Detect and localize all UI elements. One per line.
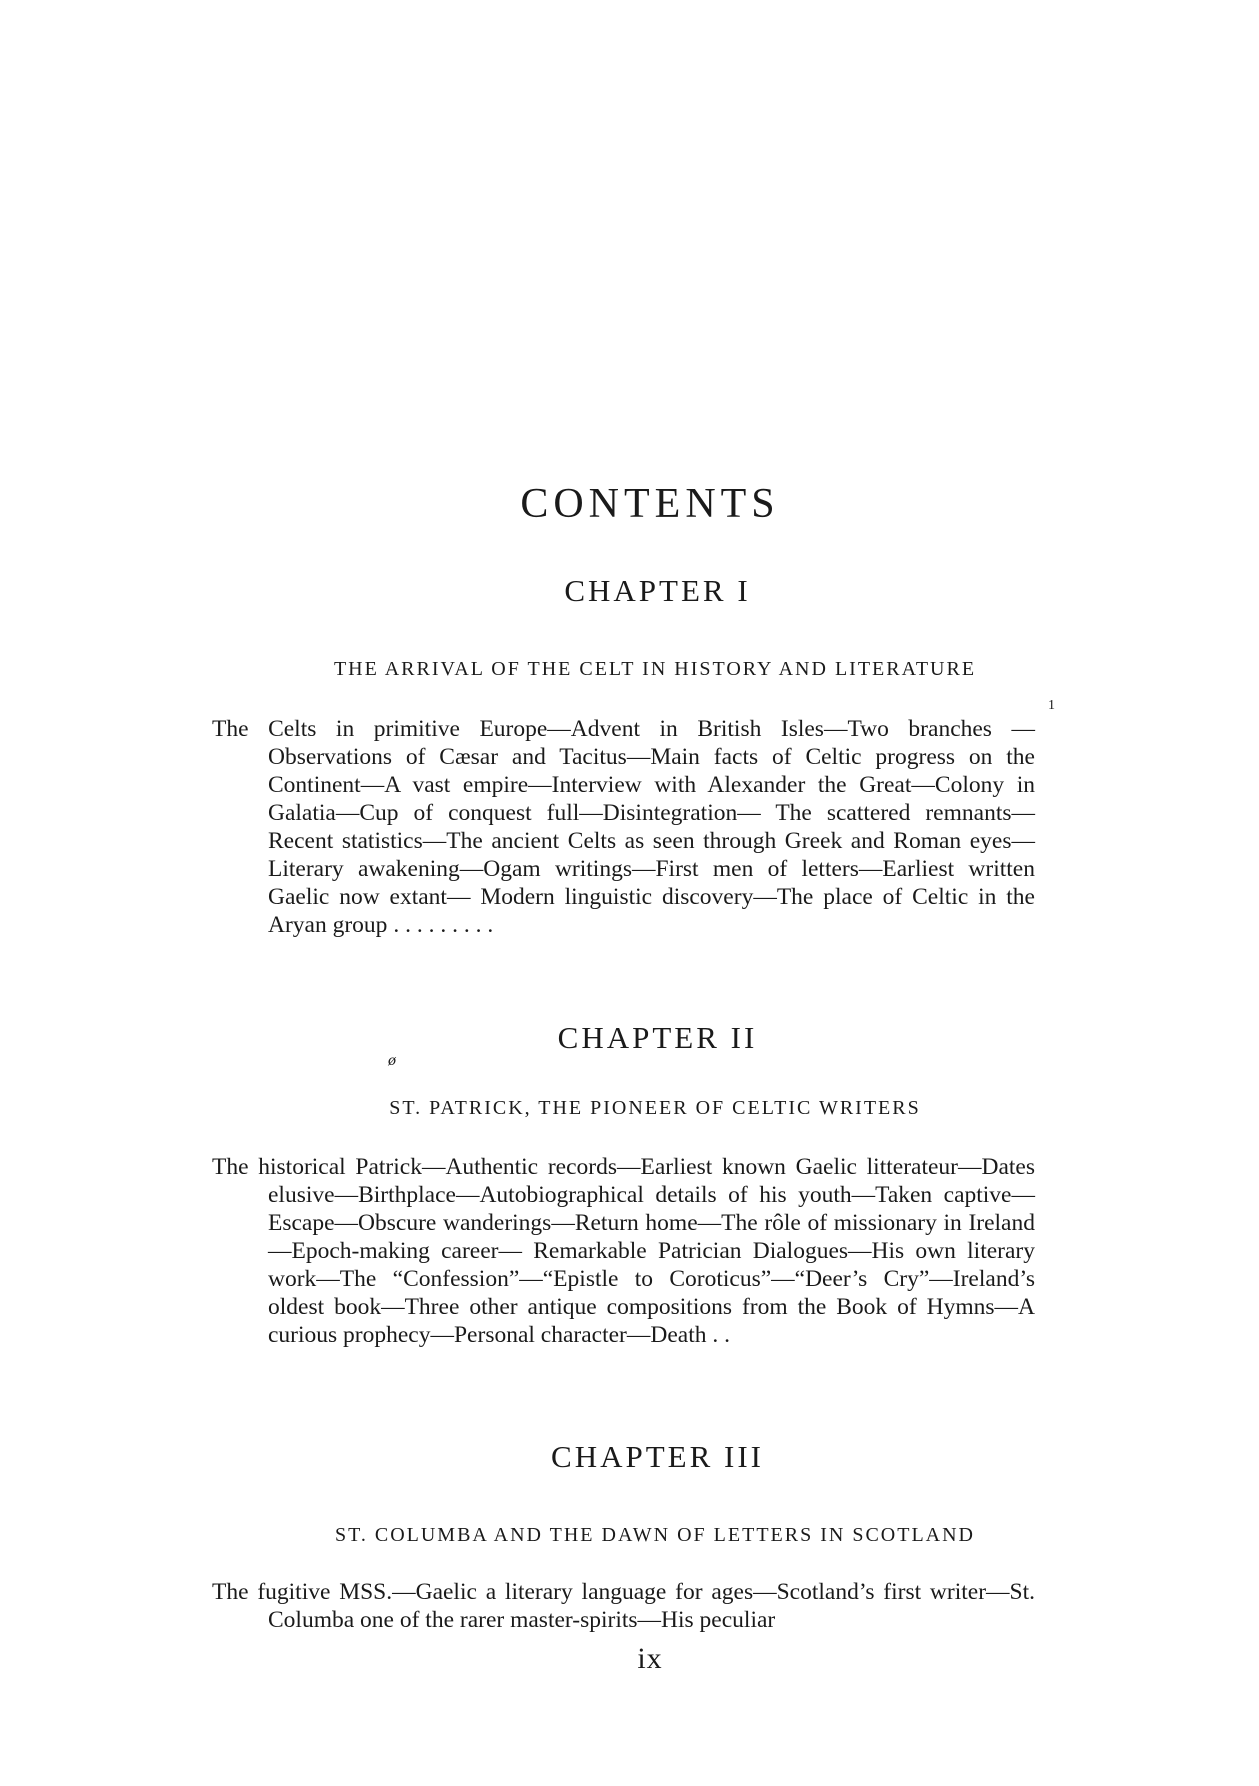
chapter-3-summary (212, 1578, 1035, 1634)
chapter-1-subtitle: THE ARRIVAL OF THE CELT IN HISTORY AND LITERATURE (333, 658, 977, 680)
chapter-2-summary (212, 1153, 1035, 1349)
page-title: CONTENTS (520, 481, 780, 527)
chapter-3-summary-text: The fugitive MSS.—Gaelic a literary language for ages—Scotland’s first writer—St. Columba one of the rarer master-spirits—His peculiar (212, 1579, 1035, 1633)
chapter-2-leader-dots: . . (706, 1322, 730, 1348)
chapter-1-page-ref: 1 (1048, 698, 1055, 713)
chapter-1-heading: CHAPTER I (564, 573, 751, 608)
chapter-1-summary (212, 715, 1035, 939)
ink-speck: ø (388, 1052, 396, 1069)
chapter-3-subtitle: ST. COLUMBA AND THE DAWN OF LETTERS IN SCOTLAND (335, 1524, 975, 1546)
chapter-1-summary-text: The Celts in primitive Europe—Advent in British Isles—Two branches —Observations of Cæsar and Tacitus—Main facts of Celtic progress on the Continent—A vast empire—Interview with Alexander the Great—Colony in Galatia—Cup of conquest full—Disintegration— The scattered remnants—Recent statistics—The ancient Celts as seen through Greek and Roman eyes—Literary awakening—Ogam writings—First men of letters—Earliest written Gaelic now extant— Modern linguistic discovery—The place of Celtic in the Aryan group (212, 716, 1035, 938)
chapter-1-leader-dots: . . . . . . . . . (387, 912, 494, 938)
chapter-3-heading: CHAPTER III (551, 1439, 764, 1474)
chapter-2-subtitle: ST. PATRICK, THE PIONEER OF CELTIC WRITERS (389, 1097, 921, 1119)
chapter-2-summary-text: The historical Patrick—Authentic records—Earliest known Gaelic litterateur—Dates elusive—Birthplace—Autobiographical details of his youth—Taken captive—Escape—Obscure wanderings—Return home—The rôle of missionary in Ireland—Epoch-making career— Remarkable Patrician Dialogues—His own literary work—The “Confession”—“Epistle to Coroticus”—“Deer’s Cry”—Ireland’s oldest book—Three other antique compositions from the Book of Hymns—A curious prophecy—Personal character—Death (212, 1154, 1035, 1348)
page-number: ix (637, 1642, 663, 1675)
chapter-2-heading: CHAPTER II (557, 1020, 758, 1055)
